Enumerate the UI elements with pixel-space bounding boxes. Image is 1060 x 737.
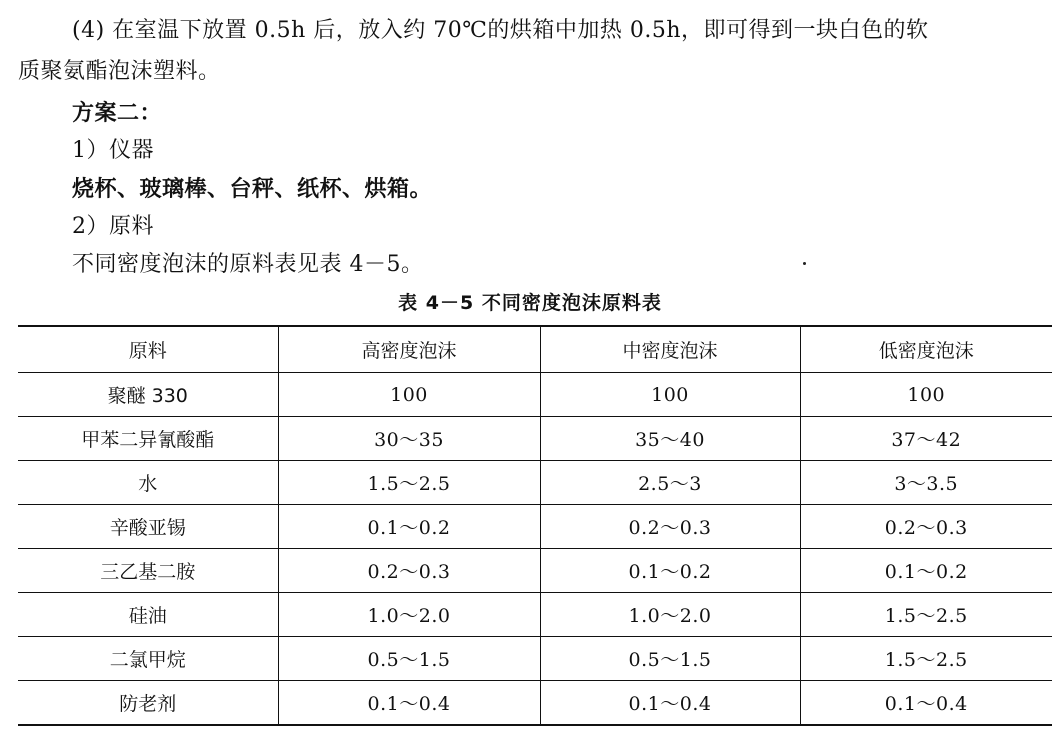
table-row <box>18 593 1052 637</box>
table-row <box>18 681 1052 726</box>
medium-density-value: 1.0～2.0 <box>540 593 800 637</box>
section-instruments-heading: 1）仪器 <box>72 138 154 163</box>
low-density-value: 37～42 <box>800 417 1052 461</box>
low-density-value: 0.2～0.3 <box>800 505 1052 549</box>
high-density-value: 100 <box>278 373 540 417</box>
table-caption: 表 4－5 不同密度泡沫原料表 <box>398 292 662 314</box>
material-name: 甲苯二异氰酸酯 <box>18 417 278 461</box>
medium-density-value: 0.5～1.5 <box>540 637 800 681</box>
high-density-value: 0.2～0.3 <box>278 549 540 593</box>
high-density-value: 1.5～2.5 <box>278 461 540 505</box>
material-name: 防老剂 <box>18 681 278 726</box>
high-density-value: 0.5～1.5 <box>278 637 540 681</box>
low-density-value: 3～3.5 <box>800 461 1052 505</box>
materials-table <box>18 325 1052 726</box>
header-medium-density: 中密度泡沫 <box>540 326 800 373</box>
high-density-value: 0.1～0.4 <box>278 681 540 726</box>
table-row <box>18 549 1052 593</box>
material-name: 硅油 <box>18 593 278 637</box>
section-materials-heading: 2）原料 <box>72 214 154 239</box>
header-material: 原料 <box>18 326 278 373</box>
medium-density-value: 35～40 <box>540 417 800 461</box>
high-density-value: 30～35 <box>278 417 540 461</box>
table-row <box>18 373 1052 417</box>
paragraph-step4-line1: (4) 在室温下放置 0.5h 后，放入约 70℃的烘箱中加热 0.5h，即可得到一块白色的软 <box>72 18 929 43</box>
high-density-value: 1.0～2.0 <box>278 593 540 637</box>
material-name: 水 <box>18 461 278 505</box>
medium-density-value: 100 <box>540 373 800 417</box>
high-density-value: 0.1～0.2 <box>278 505 540 549</box>
low-density-value: 0.1～0.4 <box>800 681 1052 726</box>
low-density-value: 0.1～0.2 <box>800 549 1052 593</box>
medium-density-value: 0.1～0.4 <box>540 681 800 726</box>
instruments-list: 烧杯、玻璃棒、台秤、纸杯、烘箱。 <box>72 176 433 202</box>
medium-density-value: 2.5～3 <box>540 461 800 505</box>
table-header-row <box>18 326 1052 373</box>
material-name: 聚醚 330 <box>18 373 278 417</box>
scheme-heading: 方案二： <box>72 100 163 126</box>
paragraph-step4-line2: 质聚氨酯泡沫塑料。 <box>18 59 221 84</box>
stray-dot <box>803 262 806 265</box>
table-row <box>18 637 1052 681</box>
material-name: 辛酸亚锡 <box>18 505 278 549</box>
table-row <box>18 417 1052 461</box>
medium-density-value: 0.1～0.2 <box>540 549 800 593</box>
low-density-value: 100 <box>800 373 1052 417</box>
header-high-density: 高密度泡沫 <box>278 326 540 373</box>
material-name: 二氯甲烷 <box>18 637 278 681</box>
low-density-value: 1.5～2.5 <box>800 637 1052 681</box>
table-row <box>18 461 1052 505</box>
low-density-value: 1.5～2.5 <box>800 593 1052 637</box>
medium-density-value: 0.2～0.3 <box>540 505 800 549</box>
header-low-density: 低密度泡沫 <box>800 326 1052 373</box>
table-reference-text: 不同密度泡沫的原料表见表 4－5。 <box>72 252 424 277</box>
table-row <box>18 505 1052 549</box>
material-name: 三乙基二胺 <box>18 549 278 593</box>
